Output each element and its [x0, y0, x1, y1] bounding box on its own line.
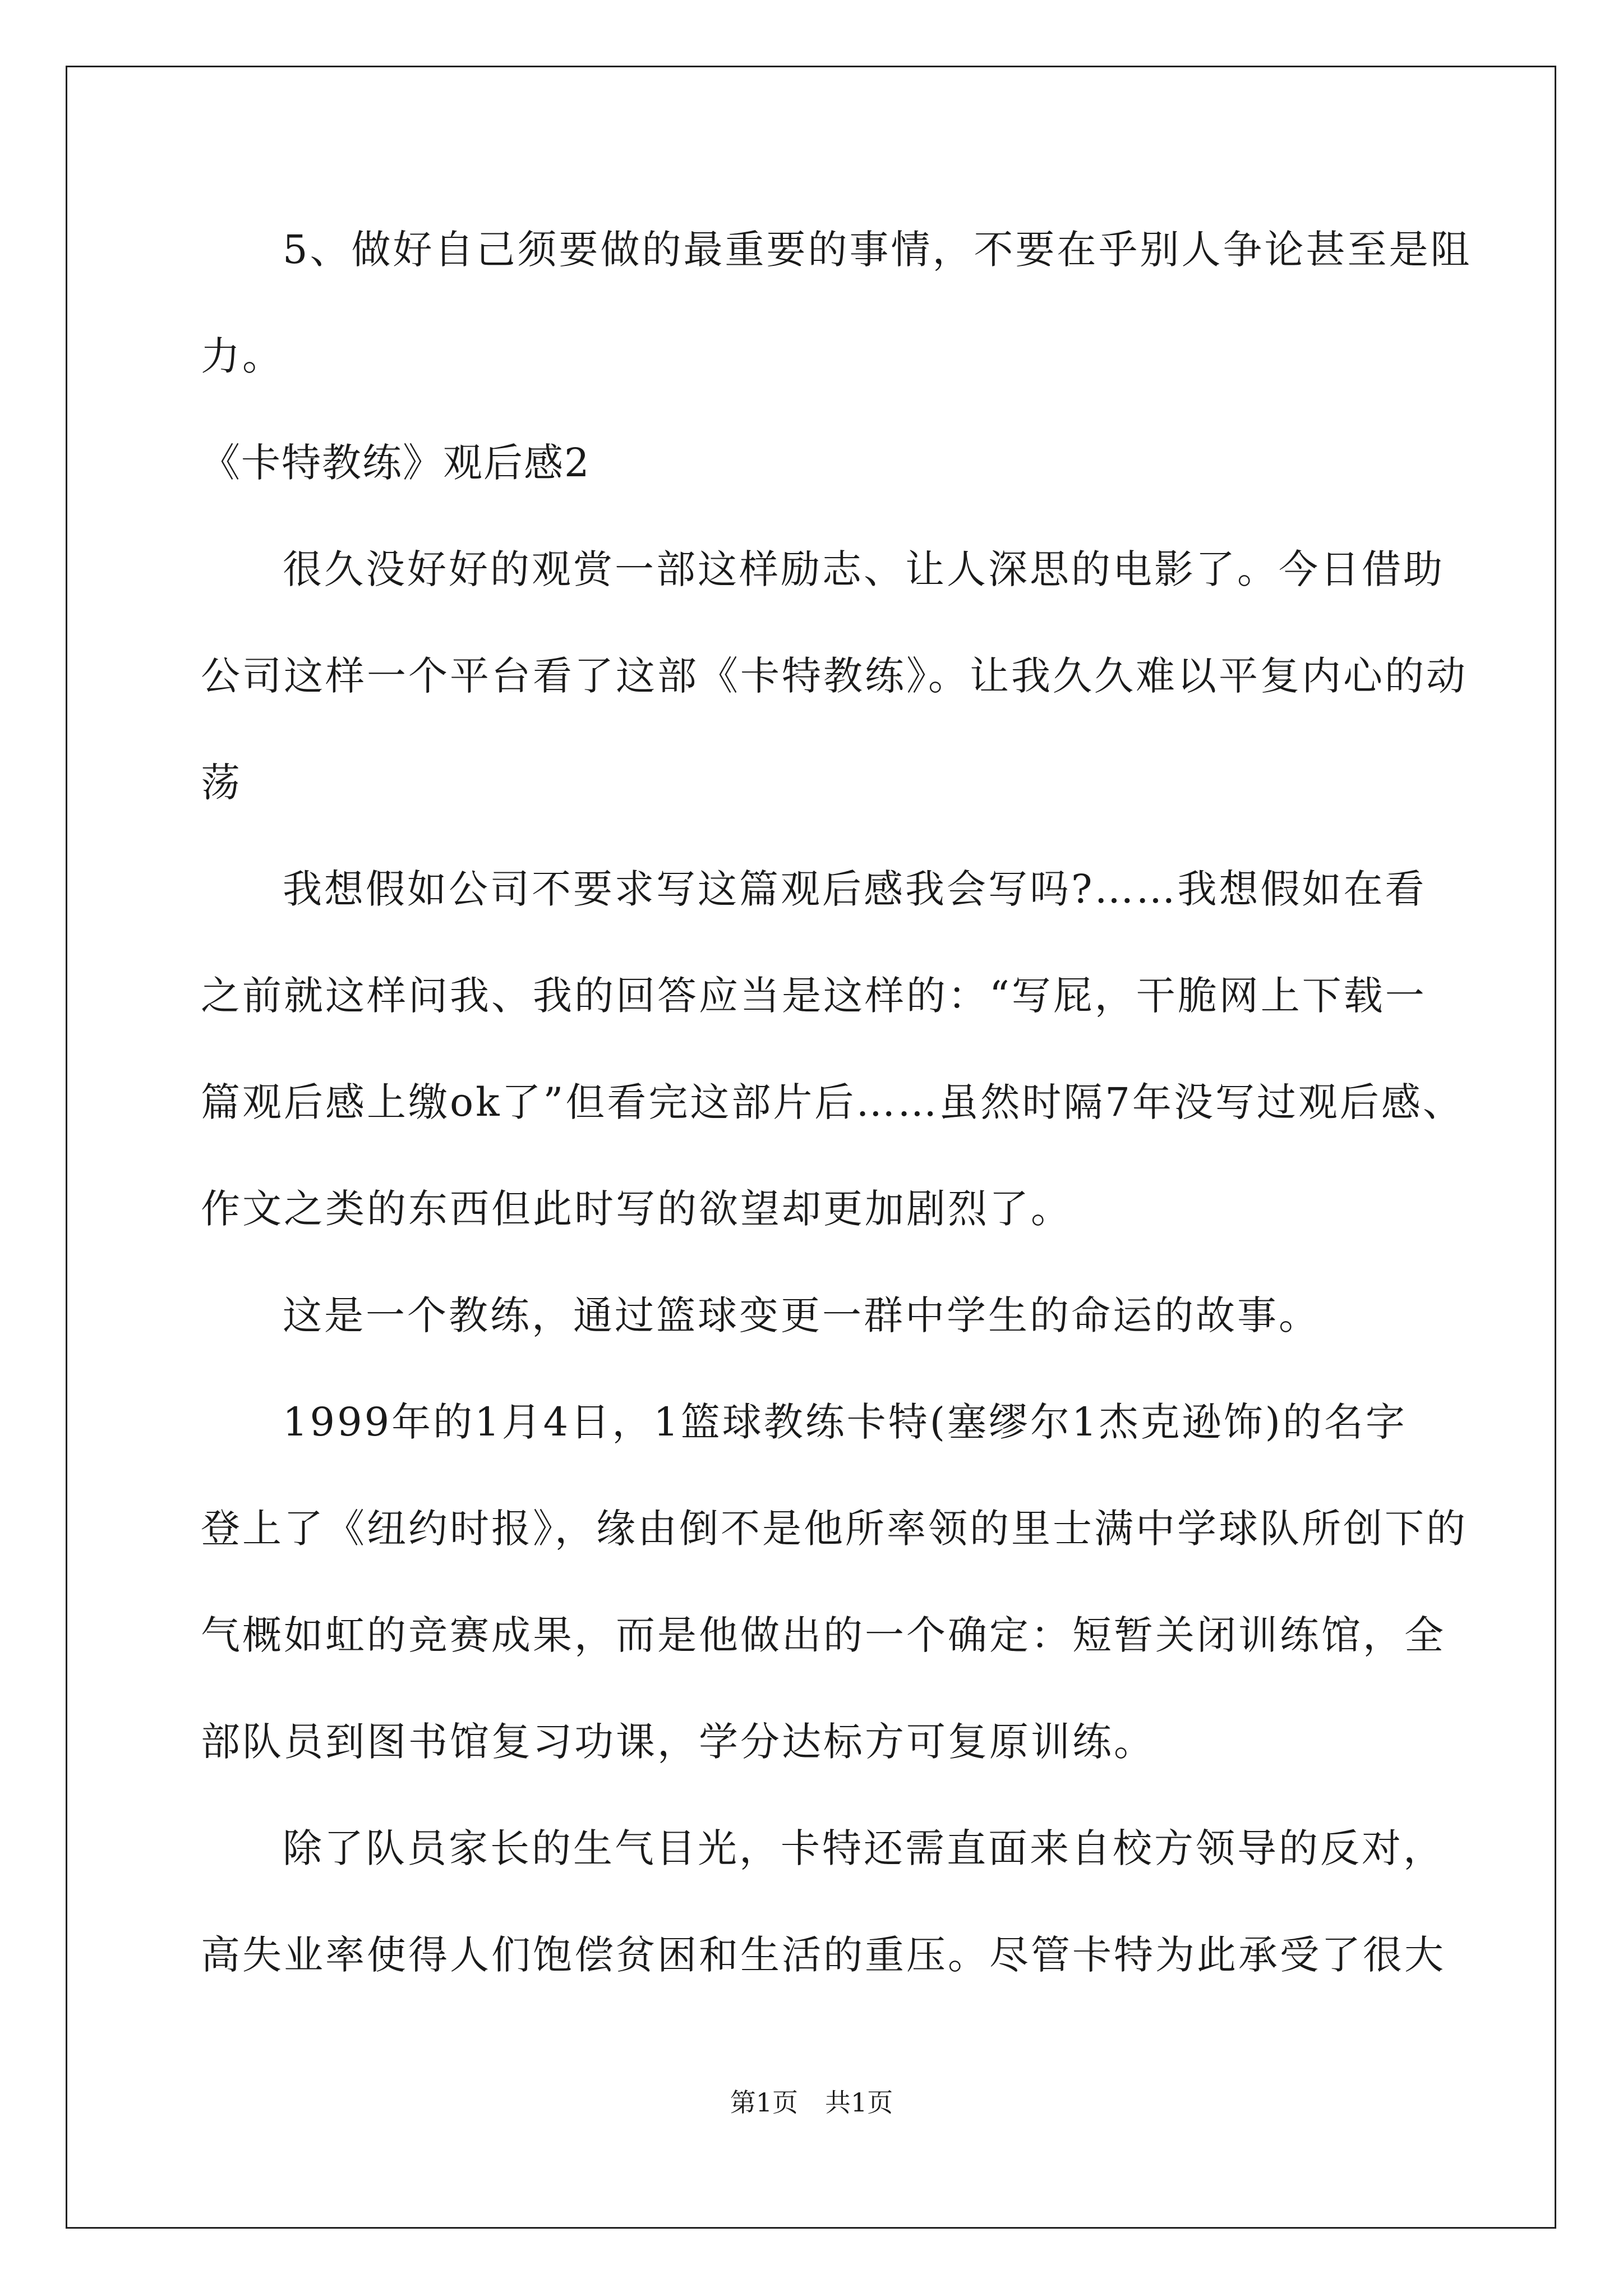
- paragraph-line: 这是一个教练，通过篮球变更一群中学生的命运的故事。: [283, 1292, 1320, 1338]
- paragraph-line: 部队员到图书馆复习功课，学分达标方可复原训练。: [201, 1719, 1155, 1765]
- document-body: [201, 222, 1472, 2033]
- paragraph-line: 作文之类的东西但此时写的欲望却更加剧烈了。: [201, 1186, 1072, 1232]
- paragraph-line: 公司这样一个平台看了这部《卡特教练》。让我久久难以平复内心的动: [201, 653, 1468, 699]
- page-number-total: 共1页: [825, 2087, 893, 2118]
- section-heading: 《卡特教练》观后感2: [201, 440, 591, 486]
- paragraph-line: 我想假如公司不要求写这篇观后感我会写吗?……我想假如在看: [283, 866, 1427, 912]
- paragraph-line: 高失业率使得人们饱偿贫困和生活的重压。尽管卡特为此承受了很大: [201, 1932, 1446, 1978]
- paragraph-line: 荡: [201, 760, 242, 806]
- paragraph-line: 气概如虹的竞赛成果，而是他做出的一个确定：短暂关闭训练馆，全: [201, 1612, 1446, 1658]
- paragraph-line: 除了队员家长的生气目光，卡特还需直面来自校方领导的反对，: [283, 1825, 1445, 1871]
- paragraph-line: 很久没好好的观赏一部这样励志、让人深思的电影了。今日借助: [283, 546, 1445, 592]
- paragraph-line: 篇观后感上缴ok了”但看完这部片后……虽然时隔7年没写过观后感、: [201, 1079, 1464, 1125]
- paragraph-line: 登上了《纽约时报》，缘由倒不是他所率领的里士满中学球队所创下的: [201, 1506, 1468, 1552]
- paragraph-line: 之前就这样问我、我的回答应当是这样的：“写屁，干脆网上下载一: [201, 973, 1427, 1019]
- paragraph-line: 1999年的1月4日，1篮球教练卡特(塞缪尔1杰克逊饰)的名字: [283, 1399, 1407, 1445]
- paragraph-line: 力。: [201, 333, 284, 379]
- page-footer: [0, 2086, 1623, 2119]
- paragraph-line: 5、做好自己须要做的最重要的事情，不要在乎别人争论甚至是阻: [283, 227, 1472, 273]
- page-number-current: 第1页: [730, 2087, 798, 2118]
